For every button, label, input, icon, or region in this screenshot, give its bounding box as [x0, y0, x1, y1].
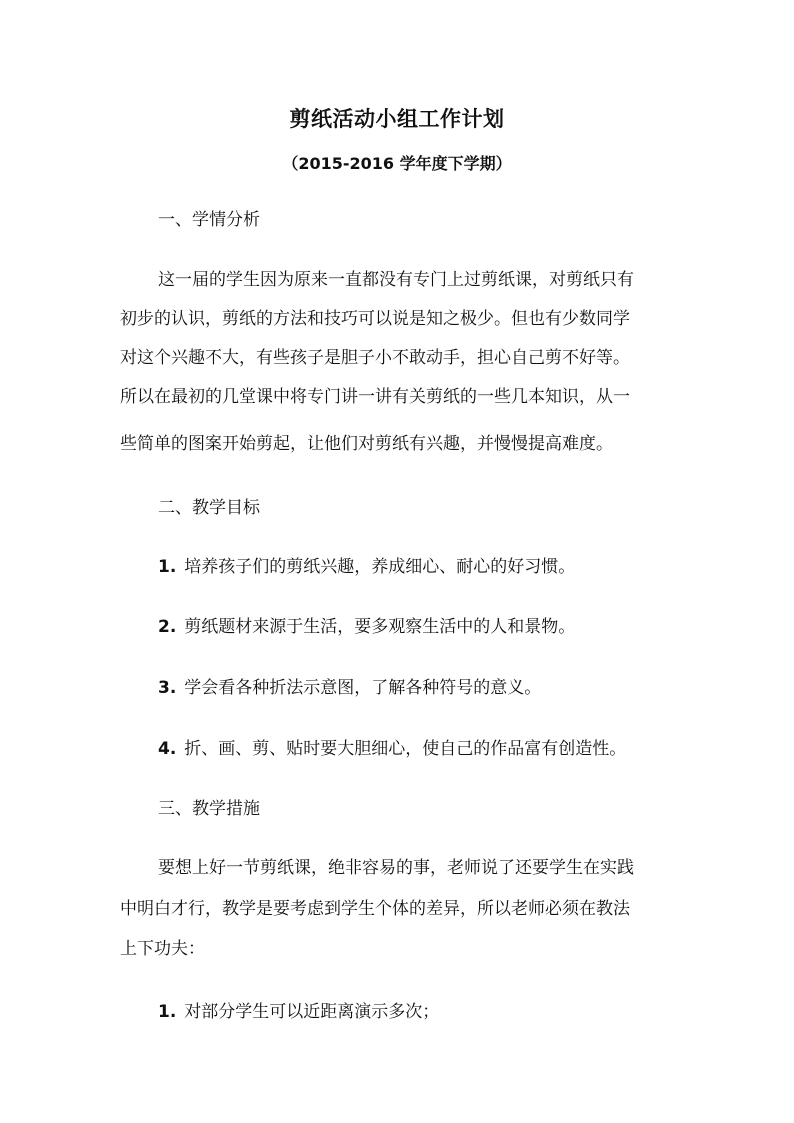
- item-text: 培养孩子们的剪纸兴趣，养成细心、耐心的好习惯。: [184, 557, 576, 577]
- document-subtitle: （2015-2016 学年度下学期）: [282, 154, 512, 173]
- item-text: 折、画、剪、贴时要大胆细心，使自己的作品富有创造性。: [184, 739, 627, 759]
- measure-item-1: [158, 1000, 439, 1024]
- item-number: 4.: [158, 739, 177, 759]
- section-heading-1: 一、学情分析: [158, 210, 260, 230]
- goal-item-1: [158, 555, 575, 579]
- goal-item-2: [158, 615, 575, 639]
- item-number: 3.: [158, 678, 177, 698]
- item-number: 2.: [158, 617, 177, 637]
- item-text: 对部分学生可以近距离演示多次；: [184, 1002, 440, 1022]
- paragraph-line: 这一届的学生因为原来一直都没有专门上过剪纸课，对剪纸只有: [158, 270, 634, 290]
- section-heading-3: 三、教学措施: [158, 799, 260, 819]
- item-text: 剪纸题材来源于生活，要多观察生活中的人和景物。: [184, 617, 576, 637]
- paragraph-line: 要想上好一节剪纸课，绝非容易的事，老师说了还要学生在实践: [158, 858, 634, 878]
- section-heading-2: 二、教学目标: [158, 498, 260, 518]
- paragraph-line: 所以在最初的几堂课中将专门讲一讲有关剪纸的一些几本知识，从一: [120, 387, 630, 407]
- document-title: 剪纸活动小组工作计划: [289, 107, 505, 131]
- paragraph-line: 中明白才行，教学是要考虑到学生个体的差异，所以老师必须在教法: [120, 899, 630, 919]
- item-number: 1.: [158, 557, 177, 577]
- item-text: 学会看各种折法示意图，了解各种符号的意义。: [184, 678, 542, 698]
- goal-item-4: [158, 737, 626, 761]
- item-number: 1.: [158, 1002, 177, 1022]
- paragraph-line: 上下功夫：: [120, 939, 205, 959]
- paragraph-line: 对这个兴趣不大，有些孩子是胆子小不敢动手，担心自己剪不好等。: [120, 348, 630, 368]
- goal-item-3: [158, 676, 541, 700]
- paragraph-line: 初步的认识，剪纸的方法和技巧可以说是知之极少。但也有少数同学: [120, 309, 630, 329]
- paragraph-line: 些简单的图案开始剪起，让他们对剪纸有兴趣，并慢慢提高难度。: [120, 434, 613, 454]
